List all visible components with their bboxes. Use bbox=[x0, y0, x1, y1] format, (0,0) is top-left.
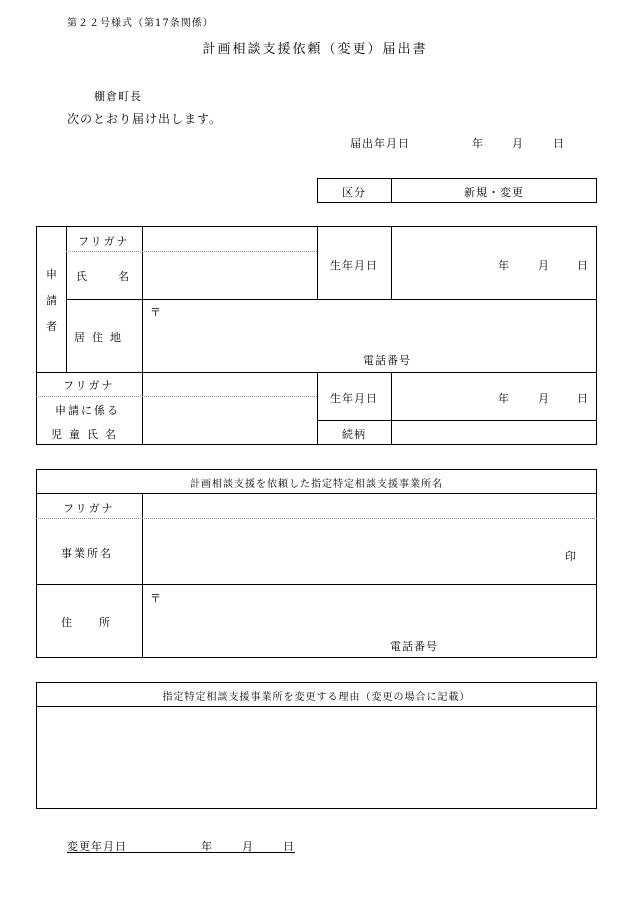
child-birth-month: 月 bbox=[538, 392, 550, 405]
applicant-side-label: 請 bbox=[46, 294, 58, 307]
category-label: 区分 bbox=[342, 186, 366, 199]
change-date-label: 変更年月日 bbox=[67, 840, 127, 853]
office-furigana-label: フリガナ bbox=[63, 502, 115, 515]
office-table bbox=[36, 469, 597, 658]
submission-month: 月 bbox=[512, 137, 524, 150]
divider bbox=[317, 420, 597, 421]
child-furigana-label: フリガナ bbox=[63, 379, 115, 392]
applicant-address-label: 居住地 bbox=[74, 331, 128, 344]
child-birthdate-label: 生年月日 bbox=[330, 392, 378, 405]
office-heading: 計画相談支援を依頼した指定特定相談支援事業所名 bbox=[190, 479, 443, 490]
page-title: 計画相談支援依頼（変更）届出書 bbox=[202, 42, 428, 57]
office-phone-label: 電話番号 bbox=[390, 640, 438, 653]
applicant-birth-month: 月 bbox=[538, 259, 550, 272]
intro-text: 次のとおり届け出します。 bbox=[67, 112, 223, 126]
applicant-side-label: 申 bbox=[46, 268, 58, 281]
category-value[interactable]: 新規・変更 bbox=[464, 186, 524, 199]
child-relation-label: 続柄 bbox=[342, 428, 366, 441]
form-number: 第２２号様式（第17条関係） bbox=[67, 18, 214, 29]
change-year: 年 bbox=[201, 840, 213, 853]
submission-day: 日 bbox=[553, 137, 565, 150]
applicant-phone-label: 電話番号 bbox=[363, 354, 411, 367]
applicant-furigana-label: フリガナ bbox=[78, 235, 130, 248]
child-birth-year: 年 bbox=[498, 392, 510, 405]
submission-year: 年 bbox=[472, 137, 484, 150]
divider bbox=[391, 226, 392, 300]
addressee: 棚倉町長 bbox=[94, 90, 142, 103]
divider bbox=[66, 299, 597, 300]
postal-mark: 〒 bbox=[150, 592, 162, 605]
child-name-label-line1: 申請に係る bbox=[55, 404, 120, 417]
applicant-birth-day: 日 bbox=[577, 259, 589, 272]
divider bbox=[36, 493, 597, 494]
change-day: 日 bbox=[283, 840, 295, 853]
change-date-underline bbox=[67, 852, 295, 853]
child-name-label-line2: 児童氏名 bbox=[51, 428, 123, 441]
applicant-side-label: 者 bbox=[46, 320, 58, 333]
dotted-divider bbox=[36, 518, 597, 519]
divider bbox=[391, 372, 392, 445]
applicant-birthdate-label: 生年月日 bbox=[330, 259, 378, 272]
reason-heading: 指定特定相談支援事業所を変更する理由（変更の場合に記載） bbox=[162, 692, 471, 703]
reason-text-area[interactable] bbox=[37, 707, 596, 808]
submission-date-label: 届出年月日 bbox=[350, 137, 410, 150]
dotted-divider bbox=[36, 396, 317, 397]
postal-mark: 〒 bbox=[150, 306, 162, 319]
divider bbox=[36, 372, 597, 373]
applicant-birth-year: 年 bbox=[498, 259, 510, 272]
divider bbox=[142, 226, 143, 445]
dotted-divider bbox=[66, 251, 317, 252]
applicant-name-label: 氏 名 bbox=[76, 270, 139, 283]
seal-mark: 印 bbox=[565, 550, 577, 563]
child-birth-day: 日 bbox=[577, 392, 589, 405]
change-month: 月 bbox=[242, 840, 254, 853]
office-name-label: 事業所名 bbox=[61, 547, 113, 560]
divider bbox=[36, 584, 597, 585]
office-address-label: 住 所 bbox=[61, 616, 118, 629]
